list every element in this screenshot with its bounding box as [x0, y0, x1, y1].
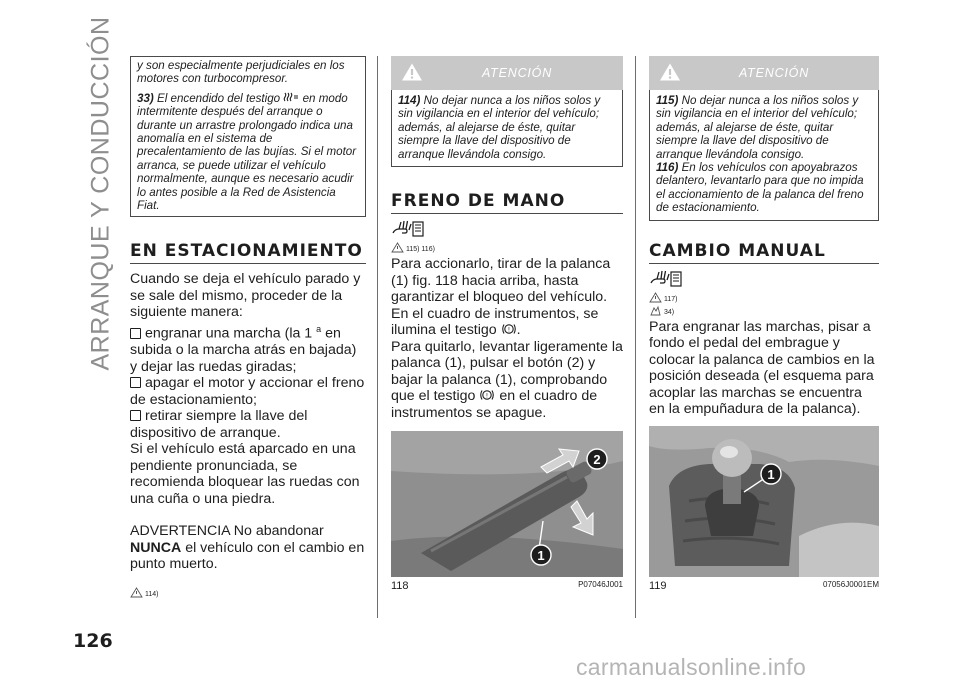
page-number: 126: [73, 630, 113, 652]
section-title-parking: EN ESTACIONAMIENTO: [130, 243, 366, 264]
column-separator: [635, 56, 636, 618]
figure-number: 119: [649, 579, 667, 592]
handbrake-illustration: [391, 431, 623, 577]
section-title-handbrake: FRENO DE MANO: [391, 193, 623, 214]
bullet-item: apagar el motor y accionar el freno de estacionamiento;: [130, 375, 365, 408]
column-3: [649, 56, 879, 592]
svg-text:1: 1: [767, 466, 775, 482]
attention-item-114: 114) No dejar nunca a los niños solos y sin vigilancia en el interior del vehículo; además, al alejarse de éste, quitar siempre la llave del dispositivo de arranque llevándola consigo.: [398, 94, 601, 161]
figure-caption: [391, 577, 623, 592]
gear-lever-illustration: [649, 426, 879, 577]
bullet-item: retirar siempre la llave del dispositivo de arranque.: [130, 408, 308, 441]
handbrake-para-1: Para accionarlo, tirar de la palanca (1) fig. 118 hacia arriba, hasta garantizar el bloqueo del vehículo.: [391, 256, 611, 306]
warning-triangle-icon: [130, 587, 143, 598]
gearbox-reference-34: 34): [649, 305, 879, 316]
handbrake-references: 115) 116): [391, 242, 623, 253]
figure-code: 07056J0001EM: [822, 579, 879, 589]
column-2: [391, 56, 623, 592]
hand-manual-icon: [649, 268, 683, 290]
bullet-icon: [130, 328, 141, 339]
caution-hand-icon: [649, 305, 662, 316]
attention-item-115: 115) No dejar nunca a los niños solos y sin vigilancia en el interior del vehículo; además, al alejarse de éste, quitar siempre la llave del dispositivo de arranque llevándola consigo.: [656, 94, 859, 161]
section-title-manual-gearbox: CAMBIO MANUAL: [649, 243, 879, 264]
brake-warning-icon: [479, 388, 495, 402]
attention-title: ATENCIÓN: [738, 66, 810, 80]
brake-warning-icon: [501, 322, 517, 336]
attention-body: [649, 90, 879, 221]
figure-119-gear-lever: [649, 426, 879, 577]
glow-plug-warning-icon: [283, 90, 299, 104]
figure-caption: [649, 577, 879, 592]
warning-triangle-icon: [659, 62, 681, 82]
gearbox-paragraph: Para engranar las marchas, pisar a fondo el pedal del embrague y colocar la palanca de cambios en la posición deseada (el esquema para acoplar las marchas se encuentra en la empuñadura de la palanca).: [649, 318, 875, 418]
svg-text:!: !: [507, 326, 510, 334]
note-item-33: 33) El encendido del testigo en modo intermitente después del arranque o durante un arrastre prolongado indica una anomalía en el sistema de precalentamiento de las bujías. Si el motor arranca, se puede utilizar el vehículo normalmente, aunque es necesario acudir lo antes posible a la Red de Asistencia Fiat.: [137, 91, 357, 213]
svg-text:!: !: [486, 392, 489, 400]
bullet-icon: [130, 377, 141, 388]
gearbox-reference-117: 117): [649, 292, 879, 303]
column-separator: [377, 56, 378, 618]
parking-intro: Cuando se deja el vehículo parado y se sale del mismo, proceder de la siguiente manera:: [130, 271, 361, 321]
warning-paragraph: ADVERTENCIA No abandonar NUNCA el vehículo con el cambio en punto muerto.: [130, 523, 365, 573]
chapter-side-title: ARRANQUE Y CONDUCCIÓN: [86, 15, 115, 371]
warning-triangle-icon: [391, 242, 404, 253]
warning-reference: 114): [130, 587, 366, 598]
handbrake-para-3: Para quitarlo, levantar ligeramente la palanca (1), pulsar el botón (2) y bajar la palanca (1), comprobando que el testigo ! en el cuadro de instrumentos se apague.: [391, 338, 623, 421]
watermark: carmanualsonline.info: [576, 654, 807, 680]
handbrake-para-2: En el cuadro de instrumentos, se ilumina el testigo ! .: [391, 305, 599, 339]
bullet-item: engranar una marcha (la 1 $^a$ en subida o la marcha atrás en bajada) y dejar las ruedas giradas;: [130, 323, 357, 375]
note-box: [130, 56, 366, 217]
attention-header: [391, 56, 623, 90]
attention-title: ATENCIÓN: [481, 66, 553, 80]
bullet-icon: [130, 410, 141, 421]
warning-triangle-icon: [401, 62, 423, 82]
svg-text:1: 1: [537, 548, 545, 564]
attention-item-116: 116) En los vehículos con apoyabrazos delantero, levantarlo para que no impida el accionamiento de la palanca del freno de estacionamiento.: [656, 161, 864, 215]
column-1: [130, 56, 366, 598]
warning-triangle-icon: [649, 292, 662, 303]
note-continuation: y son especialmente perjudiciales en los motores con turbocompresor.: [137, 59, 345, 86]
attention-body: [391, 90, 623, 167]
figure-number: 118: [391, 580, 409, 593]
hand-manual-icon: [391, 218, 425, 240]
svg-text:2: 2: [593, 452, 601, 468]
slope-paragraph: Si el vehículo está aparcado en una pendiente pronunciada, se recomienda bloquear las ruedas con una cuña o una piedra.: [130, 441, 360, 507]
figure-118-handbrake: [391, 431, 623, 577]
attention-header: [649, 56, 879, 90]
figure-code: P07046J001: [578, 580, 623, 590]
